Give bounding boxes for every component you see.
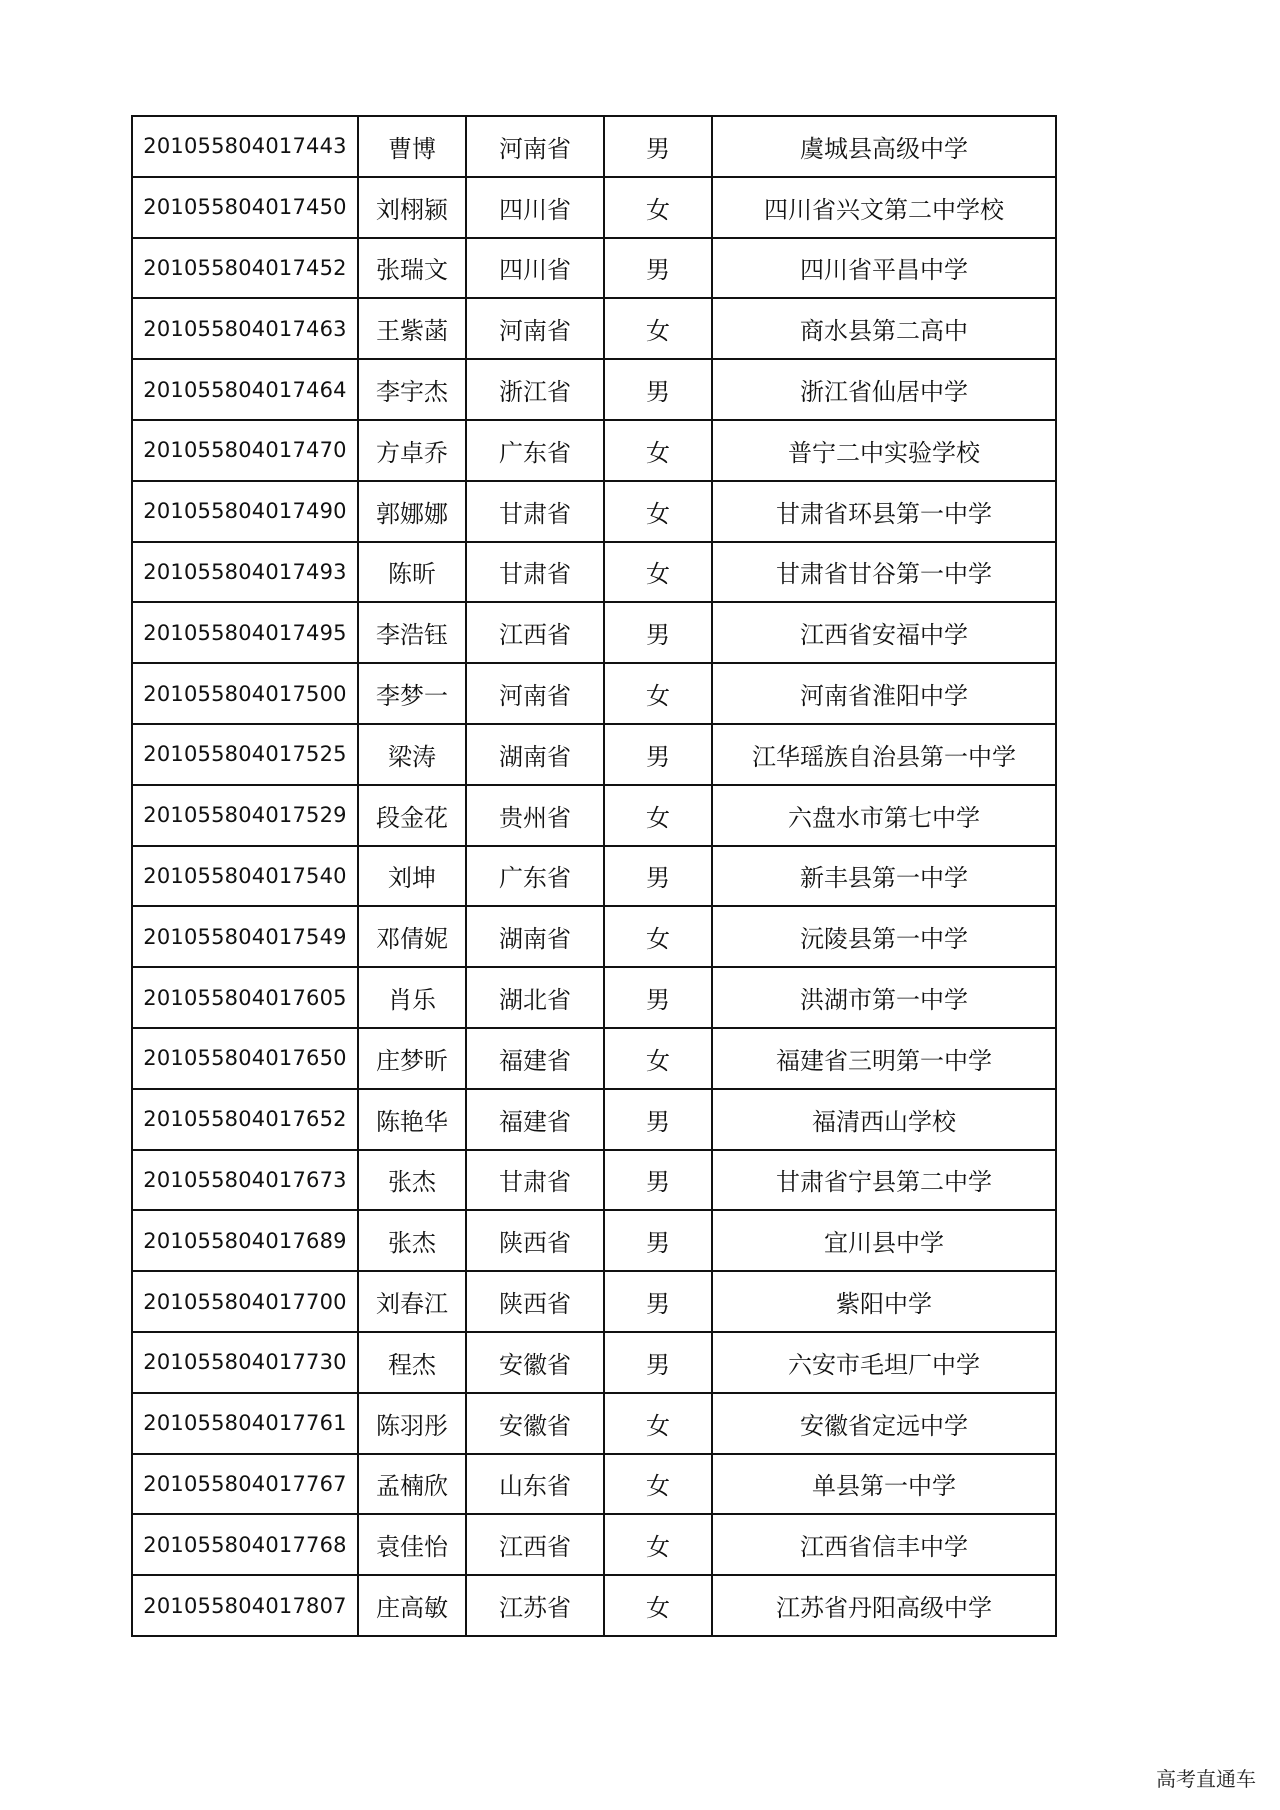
school-cell: 四川省平昌中学 — [712, 238, 1056, 299]
gender-cell: 男 — [604, 238, 712, 299]
table-row — [132, 1089, 1056, 1150]
province-cell: 安徽省 — [466, 1393, 604, 1454]
candidate-id-cell: 201055804017768 — [132, 1514, 358, 1575]
student-name-cell: 刘坤 — [358, 846, 466, 907]
school-cell: 商水县第二高中 — [712, 298, 1056, 359]
student-roster-table — [131, 115, 1057, 1637]
province-cell: 湖南省 — [466, 724, 604, 785]
candidate-id-cell: 201055804017549 — [132, 906, 358, 967]
province-cell: 甘肃省 — [466, 542, 604, 603]
table-row — [132, 542, 1056, 603]
student-name-cell: 段金花 — [358, 785, 466, 846]
candidate-id-cell: 201055804017525 — [132, 724, 358, 785]
table-row — [132, 602, 1056, 663]
school-cell: 江西省信丰中学 — [712, 1514, 1056, 1575]
school-cell: 宜川县中学 — [712, 1210, 1056, 1271]
gender-cell: 女 — [604, 1393, 712, 1454]
table-row — [132, 177, 1056, 238]
candidate-id-cell: 201055804017493 — [132, 542, 358, 603]
student-name-cell: 邓倩妮 — [358, 906, 466, 967]
table-row — [132, 1332, 1056, 1393]
student-name-cell: 王紫菡 — [358, 298, 466, 359]
candidate-id-cell: 201055804017652 — [132, 1089, 358, 1150]
province-cell: 广东省 — [466, 420, 604, 481]
gender-cell: 女 — [604, 1514, 712, 1575]
table-row — [132, 906, 1056, 967]
province-cell: 福建省 — [466, 1089, 604, 1150]
province-cell: 四川省 — [466, 177, 604, 238]
candidate-id-cell: 201055804017761 — [132, 1393, 358, 1454]
candidate-id-cell: 201055804017450 — [132, 177, 358, 238]
gender-cell: 男 — [604, 724, 712, 785]
student-name-cell: 刘春江 — [358, 1271, 466, 1332]
gender-cell: 男 — [604, 1210, 712, 1271]
school-cell: 六盘水市第七中学 — [712, 785, 1056, 846]
candidate-id-cell: 201055804017490 — [132, 481, 358, 542]
gender-cell: 男 — [604, 1150, 712, 1211]
candidate-id-cell: 201055804017500 — [132, 663, 358, 724]
candidate-id-cell: 201055804017540 — [132, 846, 358, 907]
table-row — [132, 785, 1056, 846]
table-row — [132, 1028, 1056, 1089]
province-cell: 浙江省 — [466, 359, 604, 420]
student-name-cell: 肖乐 — [358, 967, 466, 1028]
gender-cell: 女 — [604, 906, 712, 967]
watermark-text: 高考直通车 — [1156, 1767, 1256, 1791]
student-name-cell: 李梦一 — [358, 663, 466, 724]
school-cell: 新丰县第一中学 — [712, 846, 1056, 907]
school-cell: 普宁二中实验学校 — [712, 420, 1056, 481]
student-name-cell: 庄梦昕 — [358, 1028, 466, 1089]
gender-cell: 男 — [604, 359, 712, 420]
student-name-cell: 庄高敏 — [358, 1575, 466, 1636]
province-cell: 安徽省 — [466, 1332, 604, 1393]
table-row — [132, 238, 1056, 299]
table-row — [132, 1150, 1056, 1211]
province-cell: 陕西省 — [466, 1210, 604, 1271]
table-row — [132, 1514, 1056, 1575]
school-cell: 六安市毛坦厂中学 — [712, 1332, 1056, 1393]
student-name-cell: 张瑞文 — [358, 238, 466, 299]
gender-cell: 男 — [604, 116, 712, 177]
school-cell: 单县第一中学 — [712, 1454, 1056, 1515]
province-cell: 江西省 — [466, 1514, 604, 1575]
candidate-id-cell: 201055804017463 — [132, 298, 358, 359]
gender-cell: 女 — [604, 420, 712, 481]
candidate-id-cell: 201055804017807 — [132, 1575, 358, 1636]
student-name-cell: 孟楠欣 — [358, 1454, 466, 1515]
gender-cell: 女 — [604, 177, 712, 238]
gender-cell: 男 — [604, 967, 712, 1028]
candidate-id-cell: 201055804017767 — [132, 1454, 358, 1515]
province-cell: 河南省 — [466, 663, 604, 724]
gender-cell: 女 — [604, 663, 712, 724]
school-cell: 河南省淮阳中学 — [712, 663, 1056, 724]
roster-body — [132, 116, 1056, 1636]
table-row — [132, 116, 1056, 177]
gender-cell: 女 — [604, 1575, 712, 1636]
candidate-id-cell: 201055804017470 — [132, 420, 358, 481]
province-cell: 甘肃省 — [466, 481, 604, 542]
province-cell: 江西省 — [466, 602, 604, 663]
school-cell: 浙江省仙居中学 — [712, 359, 1056, 420]
province-cell: 山东省 — [466, 1454, 604, 1515]
student-name-cell: 梁涛 — [358, 724, 466, 785]
province-cell: 甘肃省 — [466, 1150, 604, 1211]
student-name-cell: 张杰 — [358, 1150, 466, 1211]
province-cell: 四川省 — [466, 238, 604, 299]
candidate-id-cell: 201055804017689 — [132, 1210, 358, 1271]
gender-cell: 男 — [604, 602, 712, 663]
candidate-id-cell: 201055804017529 — [132, 785, 358, 846]
table-row — [132, 1454, 1056, 1515]
province-cell: 湖北省 — [466, 967, 604, 1028]
province-cell: 贵州省 — [466, 785, 604, 846]
gender-cell: 女 — [604, 1454, 712, 1515]
student-name-cell: 袁佳怡 — [358, 1514, 466, 1575]
student-name-cell: 方卓乔 — [358, 420, 466, 481]
school-cell: 四川省兴文第二中学校 — [712, 177, 1056, 238]
table-row — [132, 1210, 1056, 1271]
student-name-cell: 陈羽彤 — [358, 1393, 466, 1454]
table-row — [132, 967, 1056, 1028]
school-cell: 甘肃省环县第一中学 — [712, 481, 1056, 542]
candidate-id-cell: 201055804017730 — [132, 1332, 358, 1393]
school-cell: 江华瑶族自治县第一中学 — [712, 724, 1056, 785]
table-row — [132, 724, 1056, 785]
gender-cell: 女 — [604, 481, 712, 542]
candidate-id-cell: 201055804017605 — [132, 967, 358, 1028]
school-cell: 洪湖市第一中学 — [712, 967, 1056, 1028]
table-row — [132, 420, 1056, 481]
province-cell: 陕西省 — [466, 1271, 604, 1332]
candidate-id-cell: 201055804017700 — [132, 1271, 358, 1332]
school-cell: 甘肃省甘谷第一中学 — [712, 542, 1056, 603]
student-name-cell: 陈艳华 — [358, 1089, 466, 1150]
province-cell: 湖南省 — [466, 906, 604, 967]
student-name-cell: 张杰 — [358, 1210, 466, 1271]
school-cell: 福建省三明第一中学 — [712, 1028, 1056, 1089]
student-name-cell: 陈昕 — [358, 542, 466, 603]
gender-cell: 女 — [604, 542, 712, 603]
table-row — [132, 663, 1056, 724]
candidate-id-cell: 201055804017464 — [132, 359, 358, 420]
student-name-cell: 李宇杰 — [358, 359, 466, 420]
table-row — [132, 298, 1056, 359]
school-cell: 江苏省丹阳高级中学 — [712, 1575, 1056, 1636]
table-row — [132, 481, 1056, 542]
gender-cell: 女 — [604, 298, 712, 359]
candidate-id-cell: 201055804017443 — [132, 116, 358, 177]
school-cell: 甘肃省宁县第二中学 — [712, 1150, 1056, 1211]
table-row — [132, 1393, 1056, 1454]
school-cell: 沅陵县第一中学 — [712, 906, 1056, 967]
school-cell: 江西省安福中学 — [712, 602, 1056, 663]
candidate-id-cell: 201055804017673 — [132, 1150, 358, 1211]
student-name-cell: 刘栩颍 — [358, 177, 466, 238]
student-name-cell: 郭娜娜 — [358, 481, 466, 542]
gender-cell: 女 — [604, 1028, 712, 1089]
candidate-id-cell: 201055804017452 — [132, 238, 358, 299]
province-cell: 河南省 — [466, 298, 604, 359]
gender-cell: 女 — [604, 785, 712, 846]
gender-cell: 男 — [604, 846, 712, 907]
province-cell: 福建省 — [466, 1028, 604, 1089]
province-cell: 江苏省 — [466, 1575, 604, 1636]
gender-cell: 男 — [604, 1271, 712, 1332]
gender-cell: 男 — [604, 1089, 712, 1150]
table-row — [132, 1271, 1056, 1332]
table-row — [132, 1575, 1056, 1636]
gender-cell: 男 — [604, 1332, 712, 1393]
candidate-id-cell: 201055804017495 — [132, 602, 358, 663]
student-name-cell: 李浩钰 — [358, 602, 466, 663]
table-row — [132, 359, 1056, 420]
roster-sheet — [131, 115, 1055, 1637]
province-cell: 河南省 — [466, 116, 604, 177]
school-cell: 紫阳中学 — [712, 1271, 1056, 1332]
school-cell: 虞城县高级中学 — [712, 116, 1056, 177]
student-name-cell: 曹博 — [358, 116, 466, 177]
table-row — [132, 846, 1056, 907]
school-cell: 福清西山学校 — [712, 1089, 1056, 1150]
student-name-cell: 程杰 — [358, 1332, 466, 1393]
school-cell: 安徽省定远中学 — [712, 1393, 1056, 1454]
province-cell: 广东省 — [466, 846, 604, 907]
candidate-id-cell: 201055804017650 — [132, 1028, 358, 1089]
